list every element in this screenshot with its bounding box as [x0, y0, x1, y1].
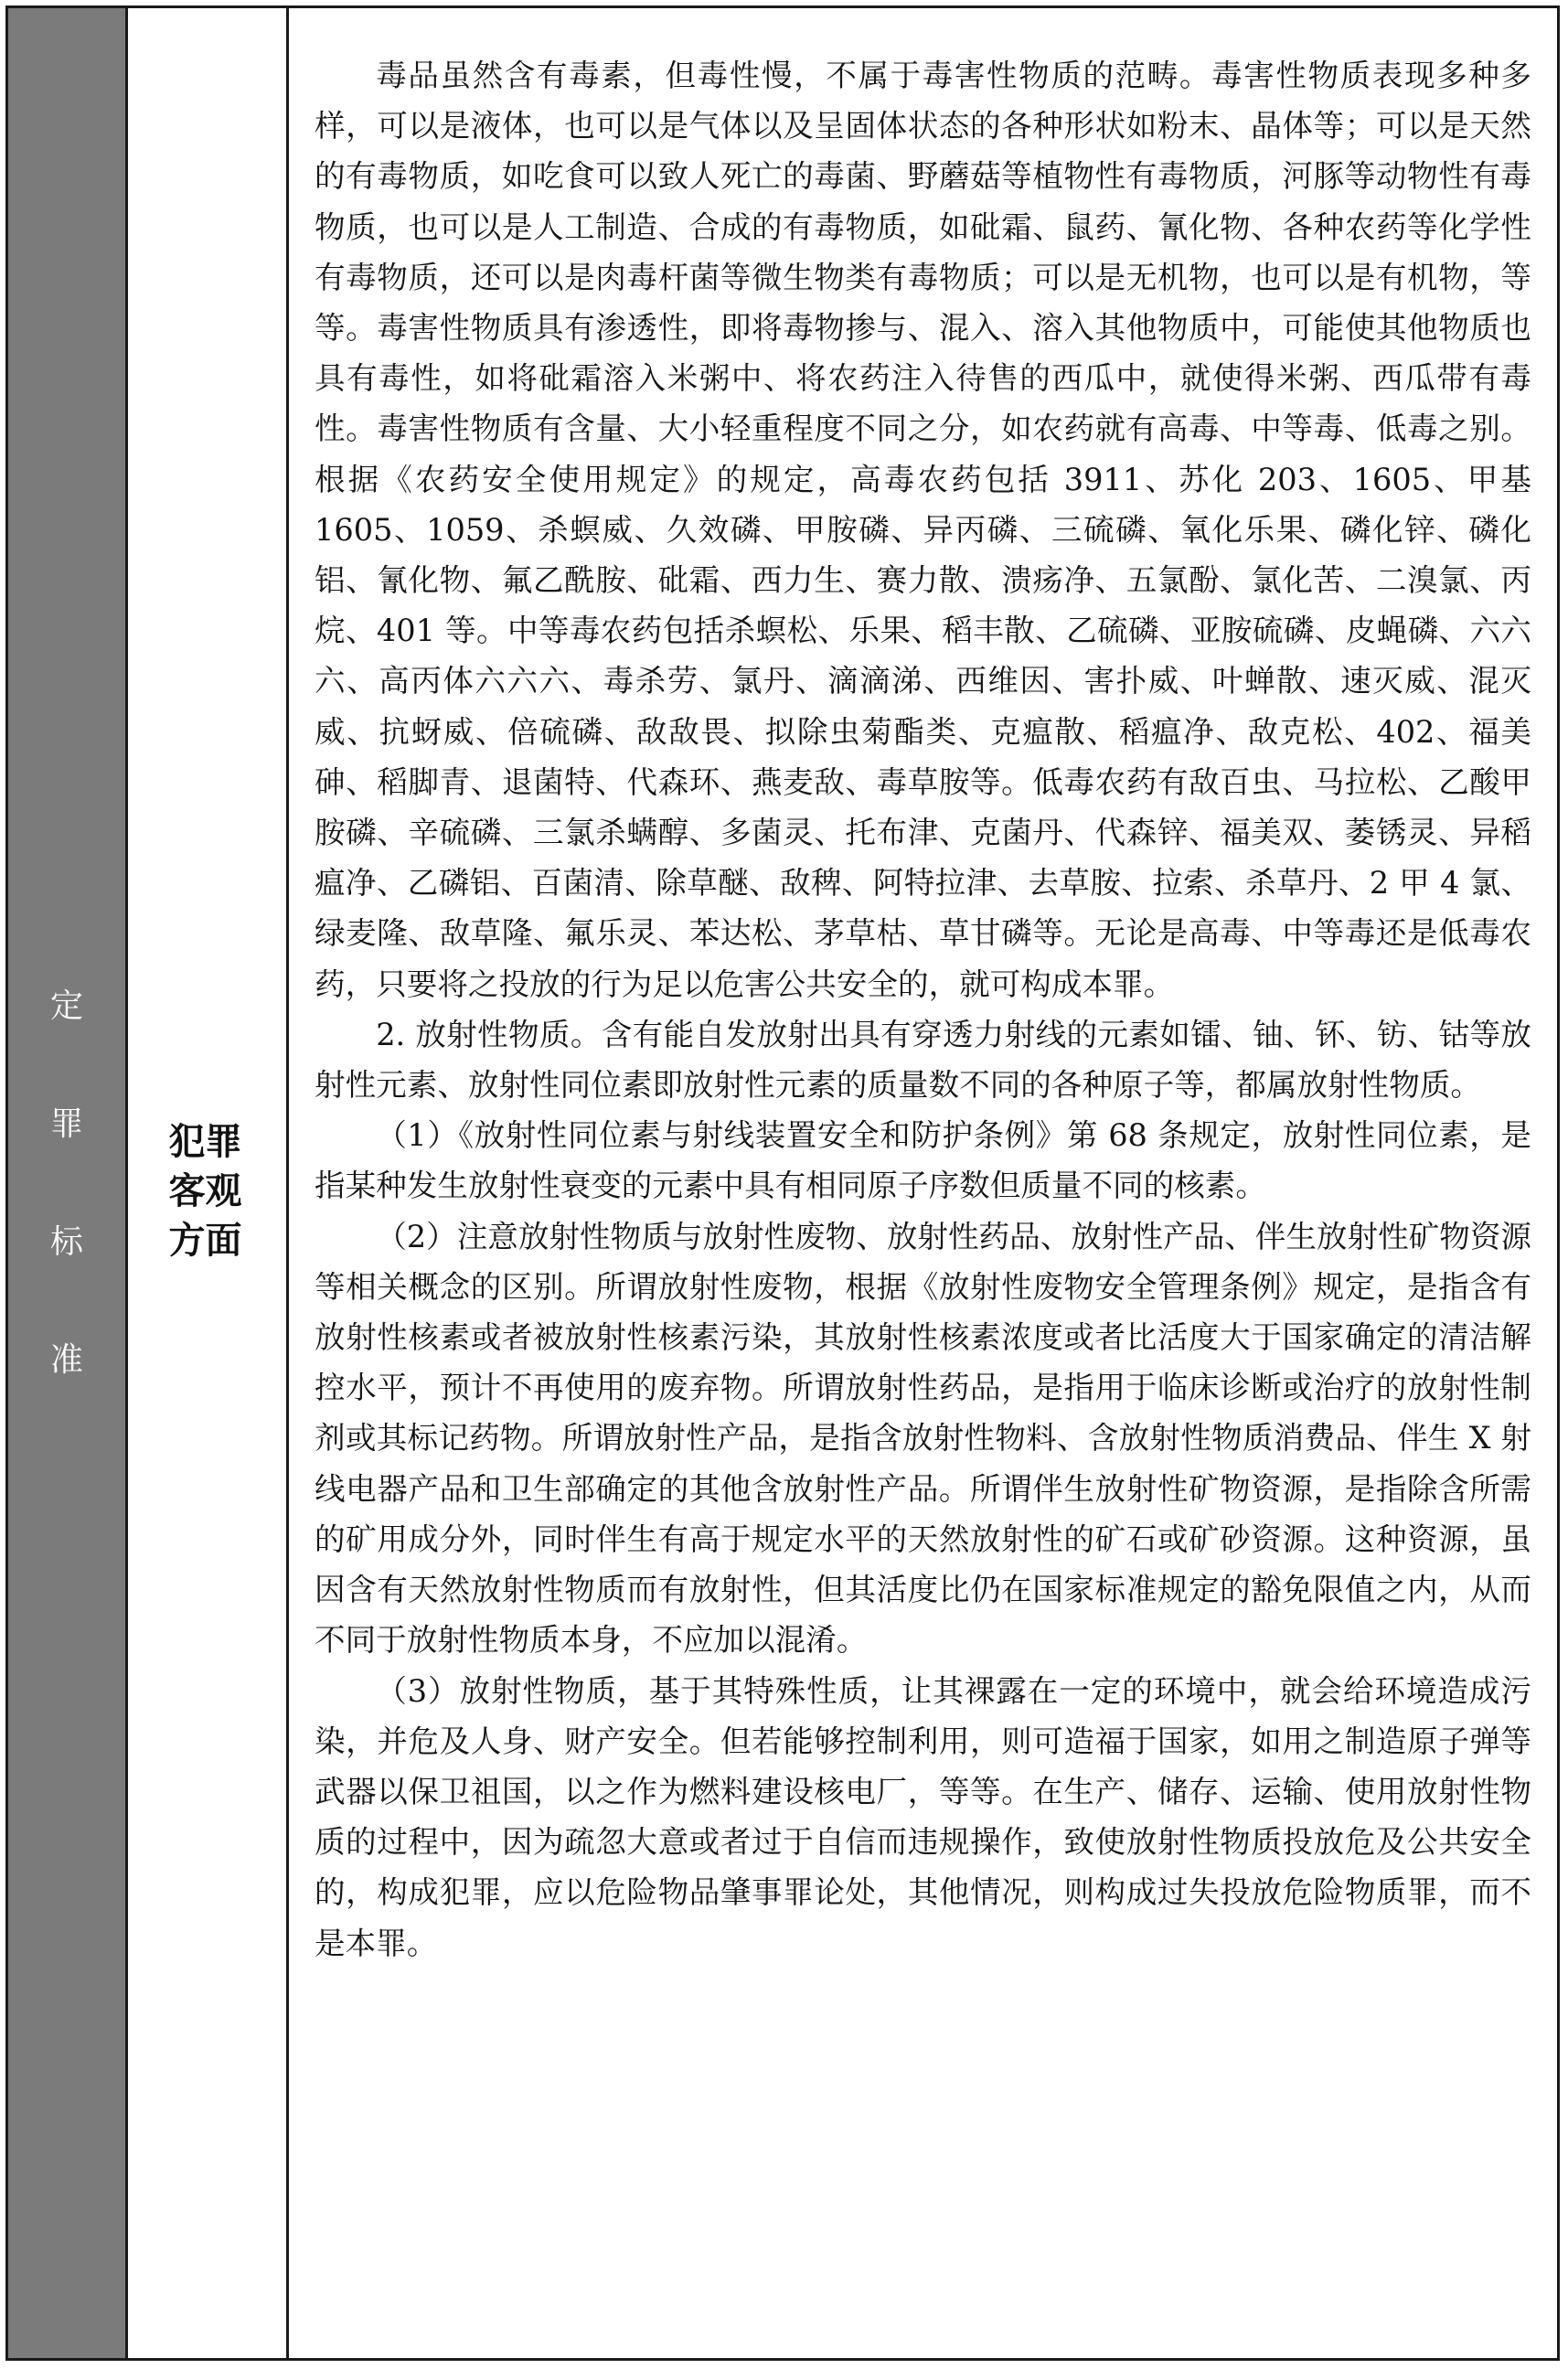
paragraph-toxic-substances: 毒品虽然含有毒素，但毒性慢，不属于毒害性物质的范畴。毒害性物质表现多种多样，可以是液体，也可以是气体以及呈固体状态的各种形状如粉末、晶体等；可以是天然的有毒物质，如吃食可以致人死亡的毒菌、野蘑菇等植物性有毒物质，河豚等动物性有毒物质，也可以是人工制造、合成的有毒物质，如砒霜、鼠药、氰化物、各种农药等化学性有毒物质，还可以是肉毒杆菌等微生物类有毒物质；可以是无机物，也可以是有机物，等等。毒害性物质具有渗透性，即将毒物掺与、混入、溶入其他物质中，可能使其他物质也具有毒性，如将砒霜溶入米粥中、将农药注入待售的西瓜中，就使得米粥、西瓜带有毒性。毒害性物质有含量、大小轻重程度不同之分，如农药就有高毒、中等毒、低毒之别。根据《农药安全使用规定》的规定，高毒农药包括 3911、苏化 203、1605、甲基 1605、1059、杀螟威、久效磷、甲胺磷、异丙磷、三硫磷、氧化乐果、磷化锌、磷化铝、氰化物、氟乙酰胺、砒霜、西力生、赛力散、溃疡净、五氯酚、氯化苦、二溴氯、丙烷、401 等。中等毒农药包括杀螟松、乐果、稻丰散、乙硫磷、亚胺硫磷、皮蝇磷、六六六、高丙体六六六、毒杀劳、氯丹、滴滴涕、西维因、害扑威、叶蝉散、速灭威、混灭威、抗蚜威、倍硫磷、敌敌畏、拟除虫菊酯类、克瘟散、稻瘟净、敌克松、402、福美砷、稻脚青、退菌特、代森环、燕麦敌、毒草胺等。低毒农药有敌百虫、马拉松、乙酸甲胺磷、辛硫磷、三氯杀螨醇、多菌灵、托布津、克菌丹、代森锌、福美双、萎锈灵、异稻瘟净、乙磷铝、百菌清、除草醚、敌稗、阿特拉津、去草胺、拉索、杀草丹、2 甲 4 氯、绿麦隆、敌草隆、氟乐灵、苯达松、茅草枯、草甘磷等。无论是高毒、中等毒还是低毒农药，只要将之投放的行为足以危害公共安全的，就可构成本罪。 — [315, 58, 1531, 1002]
paragraph-crime-distinction: （3）放射性物质，基于其特殊性质，让其裸露在一定的环境中，就会给环境造成污染，并危及人身、财产安全。但若能够控制利用，则可造福于国家，如用之制造原子弹等武器以保卫祖国，以之作为燃料建设核电厂，等等。在生产、储存、运输、使用放射性物质的过程中，因为疏忽大意或者过于自信而违规操作，致使放射性物质投放危及公共安全的，构成犯罪，应以危险物品肇事罪论处，其他情况，则构成过失投放危险物质罪，而不是本罪。 — [315, 1672, 1531, 1961]
criteria-table — [5, 5, 1560, 2361]
paragraph-related-concepts: （2）注意放射性物质与放射性废物、放射性药品、放射性产品、伴生放射性矿物资源等相关概念的区别。所谓放射性废物，根据《放射性废物安全管理条例》规定，是指含有放射性核素或者被放射性核素污染，其放射性核素浓度或者比活度大于国家确定的清洁解控水平，预计不再使用的废弃物。所谓放射性药品，是指用于临床诊断或治疗的放射性制剂或其标记药物。所谓放射性产品，是指含放射性物料、含放射性物质消费品、伴生 X 射线电器产品和卫生部确定的其他含放射性产品。所谓伴生放射性矿物资源，是指除含所需的矿用成分外，同时伴生有高于规定水平的天然放射性的矿石或矿砂资源。这种资源，虽因含有天然放射性物质而有放射性，但其活度比仍在国家标准规定的豁免限值之内，从而不同于放射性物质本身，不应加以混淆。 — [315, 1218, 1531, 1659]
content-cell — [289, 8, 1557, 2358]
paragraph-isotope-definition: （1）《放射性同位素与射线装置安全和防护条例》第 68 条规定，放射性同位素，是指某种发生放射性衰变的元素中具有相同原子序数但质量不同的核素。 — [315, 1117, 1531, 1204]
category-column — [8, 8, 128, 2358]
category-label: 定罪标准 — [49, 987, 83, 1379]
subcategory-label: 犯罪客观方面 — [168, 1121, 242, 1262]
subcategory-column — [128, 8, 289, 2358]
paragraph-radioactive-substances: 2. 放射性物质。含有能自发放射出具有穿透力射线的元素如镭、铀、钚、钫、钴等放射性元素、放射性同位素即放射性元素的质量数不同的各种原子等，都属放射性物质。 — [315, 1016, 1531, 1104]
